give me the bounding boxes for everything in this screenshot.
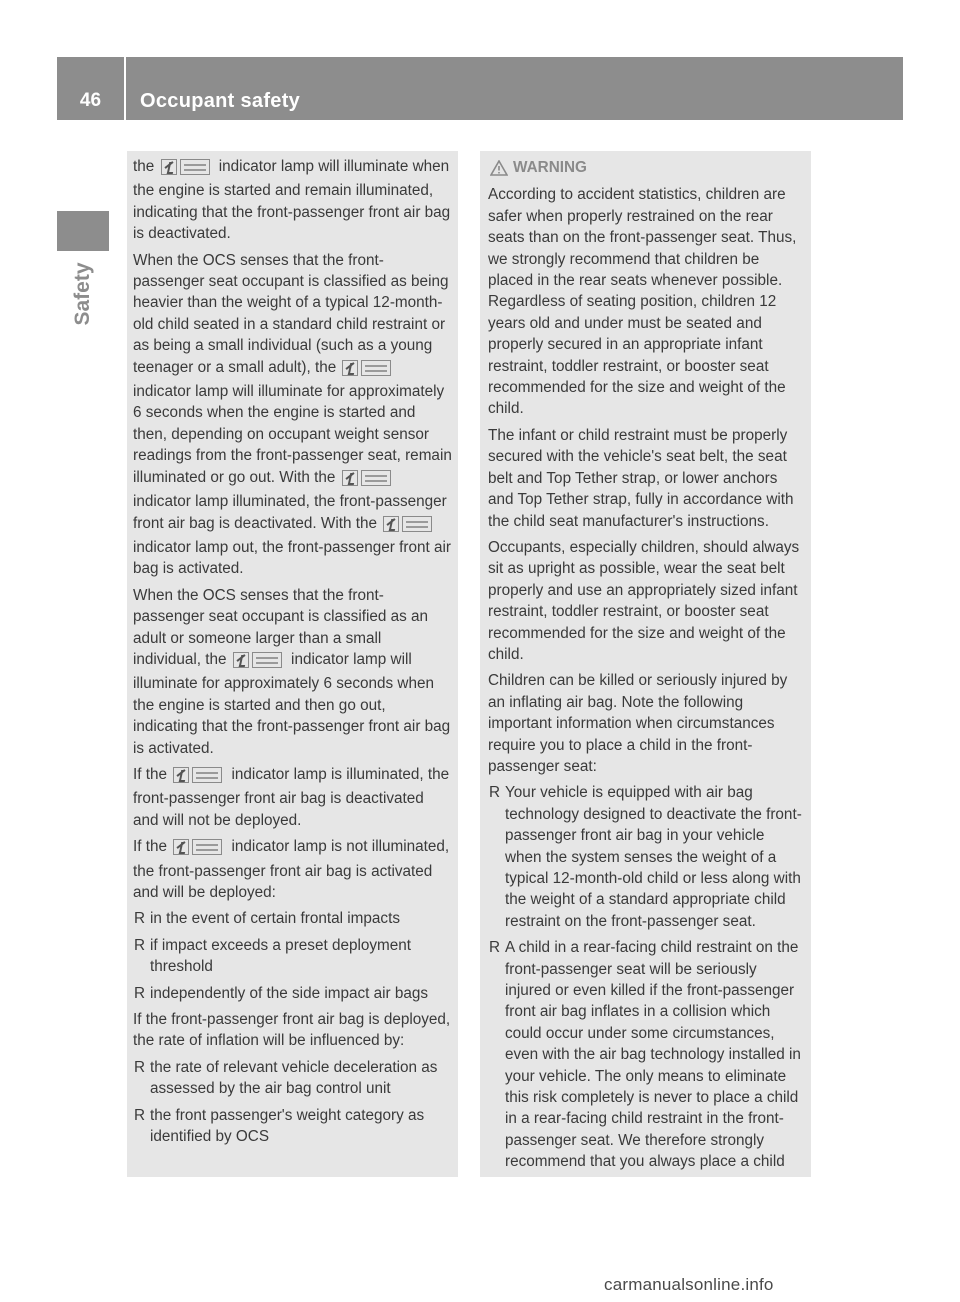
list-item-text: the front passenger's weight category as identified by OCS <box>150 1106 425 1146</box>
text: indicator lamp is illuminated, the front-passenger front air bag is deactivated and will not be deployed. <box>133 765 450 829</box>
text: the <box>133 158 155 175</box>
paragraph <box>133 836 453 903</box>
warning-triangle-icon <box>490 160 508 176</box>
pass-air-bag-off-indicator-icon <box>233 652 285 673</box>
list-item-text: the rate of relevant vehicle deceleration as assessed by the air bag control unit <box>150 1058 438 1098</box>
warning-box <box>480 151 811 1177</box>
pass-air-bag-off-indicator-icon <box>161 159 213 180</box>
paragraph: The infant or child restraint must be properly secured with the vehicle's seat belt, the seat belt and Top Tether strap, or lower anchors and Top Tether strap, fully in accordance with the child seat manufacturer's instructions. <box>488 426 794 530</box>
list-item-text: A child in a rear-facing child restraint on the front-passenger seat will be seriously injured or even killed if the front-passenger front air bag inflates in a collision which could occur under some circumstances, even with the air bag technology installed in your vehicle. The only means to eliminate this risk completely is never to place a child in a rear-facing child restraint in the front-passenger seat. We therefore strongly recommend that you always place a child <box>505 939 801 1171</box>
bullet-icon: R <box>489 939 501 957</box>
header-divider <box>124 57 126 120</box>
page-title: Occupant safety <box>140 90 301 112</box>
text: If the <box>133 765 168 783</box>
watermark: carmanualsonline.info <box>604 1275 774 1294</box>
air-bag-off-icon <box>361 470 391 486</box>
pass-air-bag-off-indicator-icon <box>383 516 435 537</box>
side-tab-marker <box>57 211 109 251</box>
child-seat-icon <box>161 159 177 175</box>
bullet-icon: R <box>134 936 146 954</box>
paragraph <box>133 156 453 245</box>
child-seat-icon <box>173 839 189 855</box>
list-item <box>488 782 805 932</box>
child-seat-icon <box>383 516 399 532</box>
list-item <box>133 1057 453 1100</box>
paragraph <box>133 764 453 831</box>
paragraph: Occupants, especially children, should always sit as upright as possible, wear the seat belt properly and use an appropriately sized infant restraint, toddler restraint, or booster seat recommended for the size and weight of the child. <box>488 538 800 663</box>
paragraph: According to accident statistics, children are safer when properly restrained on the rear seats than on the front-passenger seat. Thus, we strongly recommend that children be placed in the rear seats whenever possible. Regardless of seating position, children 12 years old and under must be seated and properly secured in an appropriate infant restraint, toddler restraint, or booster seat recommended for the size and weight of the child. <box>488 186 797 418</box>
bullet-icon: R <box>134 1058 146 1076</box>
bullet-icon: R <box>134 1106 146 1124</box>
text: indicator lamp out, the front-passenger front air bag is activated. <box>133 538 452 578</box>
text: When the OCS senses that the front-passenger seat occupant is classified as being heavier than the weight of a typical 12-month-old child seated in a standard child restraint or as being a small individual (such as a young teenager or a small adult), the <box>133 251 449 376</box>
warning-label: WARNING <box>513 159 587 176</box>
air-bag-off-icon <box>252 652 282 668</box>
text: indicator lamp will illuminate when the engine is started and remain illuminated, indicating that the front-passenger front air bag is deactivated. <box>133 158 451 243</box>
text: indicator lamp will illuminate for approximately 6 seconds when the engine is started and then, depending on occupant weight sensor readings from the front-passenger seat, remain illuminated or go out. With the <box>133 383 452 486</box>
air-bag-off-icon <box>402 516 432 532</box>
air-bag-off-icon <box>192 767 222 783</box>
text: If the <box>133 838 168 856</box>
paragraph <box>133 585 453 759</box>
air-bag-off-icon <box>192 839 222 855</box>
side-tab-label: Safety <box>71 262 94 326</box>
child-seat-icon <box>342 360 358 376</box>
list-item <box>488 937 805 1172</box>
text: indicator lamp will illuminate for approximately 6 seconds when the engine is started and then go out, indicating that the front-passenger front air bag is activated. <box>133 650 451 757</box>
list-item-text: Your vehicle is equipped with air bag technology designed to deactivate the front-passenger front air bag in your vehicle when the system senses the weight of a typical 12-month-old child or less along with the weight of a standard appropriate child restraint on the front-passenger seat. <box>505 784 802 930</box>
list-item <box>133 983 453 1004</box>
list-item <box>133 1105 453 1148</box>
pass-air-bag-off-indicator-icon <box>342 360 394 381</box>
paragraph: Children can be killed or seriously injured by an inflating air bag. Note the following important information when circumstances require you to place a child in the front-passenger seat: <box>488 672 788 775</box>
page-number: 46 <box>79 90 102 111</box>
child-seat-icon <box>342 470 358 486</box>
list-item <box>133 908 453 929</box>
text: indicator lamp is not illuminated, the front-passenger front air bag is activated and will be deployed: <box>133 838 450 901</box>
warning-heading <box>490 157 805 178</box>
child-seat-icon <box>173 767 189 783</box>
list-item-text: in the event of certain frontal impacts <box>150 910 400 928</box>
pass-air-bag-off-indicator-icon <box>173 839 225 860</box>
bullet-icon: R <box>489 784 501 802</box>
pass-air-bag-off-indicator-icon <box>342 470 394 491</box>
text: When the OCS senses that the front-passenger seat occupant is classified as an adult or someone larger than a small individual, the <box>133 586 429 668</box>
list-item <box>133 935 453 978</box>
air-bag-off-icon <box>361 360 391 376</box>
bullet-icon: R <box>134 984 146 1002</box>
list-item-text: if impact exceeds a preset deployment threshold <box>150 936 412 976</box>
bullet-icon: R <box>134 910 146 928</box>
list-item-text: independently of the side impact air bags <box>150 984 429 1002</box>
paragraph <box>133 250 453 580</box>
left-column <box>127 151 458 1177</box>
pass-air-bag-off-indicator-icon <box>173 767 225 788</box>
child-seat-icon <box>233 652 249 668</box>
text: indicator lamp illuminated, the front-passenger front air bag is deactivated. With the <box>133 493 447 532</box>
paragraph: If the front-passenger front air bag is deployed, the rate of inflation will be influenced by: <box>133 1011 451 1050</box>
air-bag-off-icon <box>180 159 210 175</box>
